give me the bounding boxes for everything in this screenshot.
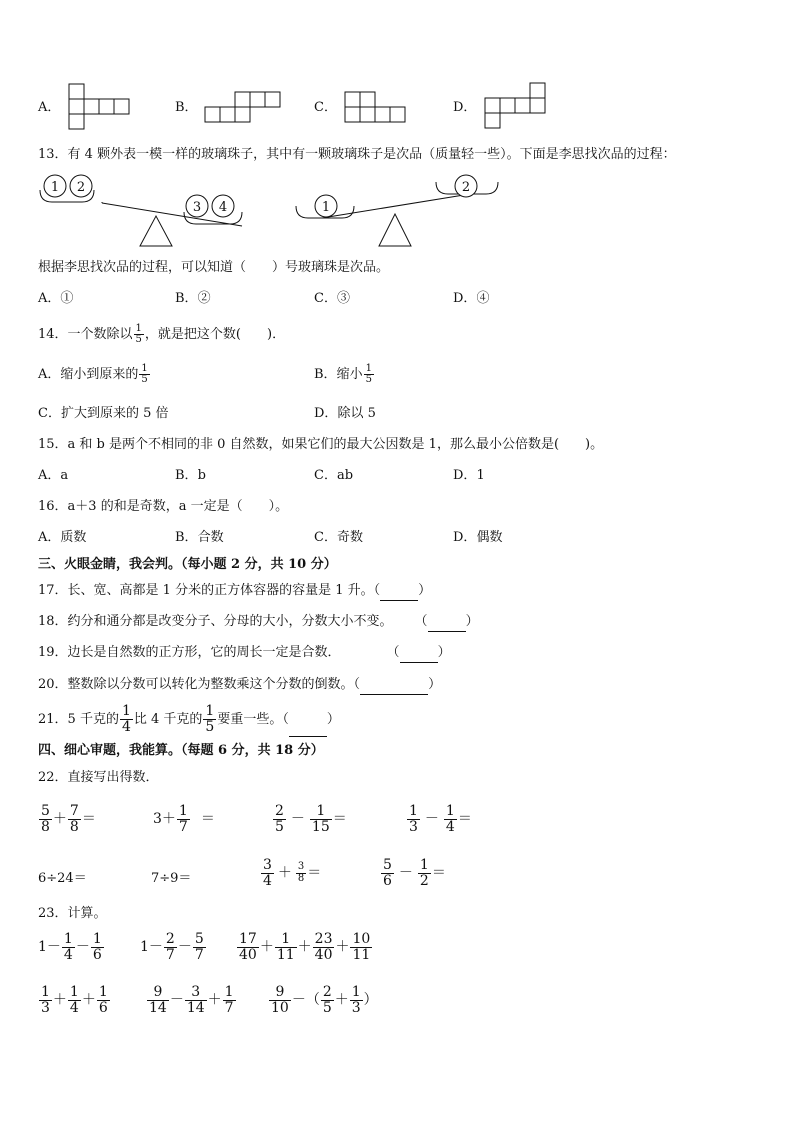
q15-option-b[interactable]: B．b	[175, 468, 206, 483]
q13-balance-scales	[34, 170, 504, 250]
answer-blank[interactable]	[380, 582, 418, 601]
q17: 17．长、宽、高都是 1 分米的正方体容器的容量是 1 升。（ ）	[38, 582, 431, 601]
q22-expr-4: $\frac{1}{3}$ － $\frac{1}{4}$ ＝	[409, 803, 472, 835]
q23-stem: 23．计算。	[38, 906, 107, 921]
q22-expr-5: 6÷24＝	[38, 871, 87, 886]
q13-option-b[interactable]: B．②	[175, 291, 211, 306]
q23-expr-1: 1－ $\frac{1}{4}$ － $\frac{1}{6}$	[38, 931, 102, 963]
q15-stem: 15．a 和 b 是两个不相同的非 0 自然数，如果它们的最大公因数是 1，那么最小公倍数是( )。	[38, 437, 604, 452]
q12-net-b-figure	[204, 91, 282, 125]
q23-expr-2: 1－ $\frac{2}{7}$ － $\frac{5}{7}$	[140, 931, 204, 963]
fraction: $\frac{1}{5}$	[205, 703, 215, 735]
q21: 21．5 千克的 $\frac{1}{4}$ 比 4 千克的 $\frac{1}{5}$ 要重一些。（ ）	[38, 703, 340, 735]
q13-option-c[interactable]: C．③	[314, 291, 350, 306]
q15-option-a[interactable]: A．a	[38, 468, 69, 483]
q12-net-a-figure	[68, 83, 130, 131]
bead-label: 2	[461, 180, 471, 195]
q12-net-d-figure	[484, 82, 548, 131]
q16-option-c[interactable]: C．奇数	[314, 530, 363, 545]
section-3-title: 三、火眼金睛，我会判。（每小题 2 分，共 10 分）	[38, 557, 337, 572]
option-value: ④	[476, 291, 490, 306]
option-value: ①	[60, 291, 74, 306]
fraction: $\frac{1}{5}$	[135, 322, 142, 345]
q12-option-d[interactable]	[453, 99, 476, 117]
q22-expr-7: $\frac{3}{4}$ ＋ $\frac{3}{8}$ ＝	[263, 857, 322, 889]
bead-label: 4	[218, 200, 228, 215]
q23-expr-4: $\frac{1}{3}$ ＋ $\frac{1}{4}$ ＋ $\frac{1}{6}$	[41, 984, 108, 1016]
bead-label: 1	[50, 180, 60, 195]
q13-question: 根据李思找次品的过程，可以知道（ ）号玻璃珠是次品。	[38, 260, 390, 275]
q16-option-b[interactable]: B．合数	[175, 530, 224, 545]
q14-stem: 14．一个数除以 $\frac{1}{5}$ ，就是把这个数( )．	[38, 322, 286, 345]
q23-expr-5: $\frac{9}{14}$ － $\frac{3}{14}$ ＋ $\frac{1}{7}$	[149, 984, 234, 1016]
fraction: $\frac{1}{5}$	[365, 362, 372, 385]
q14-option-d[interactable]: D．除以 5	[314, 406, 376, 421]
fraction: $\frac{1}{4}$	[121, 703, 131, 735]
q22-expr-6: 7÷9＝	[151, 871, 192, 886]
q14-option-b[interactable]: B．缩小 $\frac{1}{5}$	[314, 362, 372, 385]
q20: 20．整数除以分数可以转化为整数乘这个分数的倒数。（ ）	[38, 676, 441, 695]
bead-label: 1	[321, 200, 331, 215]
q22-expr-2: 3＋ $\frac{1}{7}$ ＝	[153, 803, 215, 835]
q16-option-a[interactable]: A．质数	[38, 530, 87, 545]
q14-option-a[interactable]: A．缩小到原来的 $\frac{1}{5}$	[38, 362, 148, 385]
option-label: A．	[38, 100, 61, 115]
fraction: $\frac{1}{5}$	[141, 362, 148, 385]
answer-blank[interactable]	[428, 613, 466, 632]
option-label: D．	[453, 100, 477, 115]
option-label: C．	[314, 100, 337, 115]
q15-option-d[interactable]: D．1	[453, 468, 485, 483]
q23-expr-3: $\frac{17}{40}$ ＋ $\frac{1}{11}$ ＋ $\frac{23}{40}$ ＋ $\frac{10}{11}$	[239, 931, 371, 963]
q16-option-d[interactable]: D．偶数	[453, 530, 503, 545]
q16-stem: 16．a＋3 的和是奇数，a 一定是（ ）。	[38, 499, 289, 514]
section-4-title: 四、细心审题，我能算。（每题 6 分，共 18 分）	[38, 743, 324, 758]
q22-stem: 22．直接写出得数．	[38, 770, 159, 785]
q19: 19．边长是自然数的正方形，它的周长一定是合数． （ ）	[38, 644, 451, 663]
answer-blank[interactable]	[360, 676, 428, 695]
q23-expr-6: $\frac{9}{10}$ －（ $\frac{2}{5}$ ＋ $\frac{1}{3}$ ）	[271, 984, 378, 1016]
q13-option-d[interactable]: D．④	[453, 291, 490, 306]
q15-option-c[interactable]: C．ab	[314, 468, 354, 483]
option-label: B．	[175, 100, 198, 115]
bead-label: 2	[76, 180, 86, 195]
answer-blank[interactable]	[289, 704, 327, 737]
q13-option-a[interactable]: A．①	[38, 291, 74, 306]
q22-expr-8: $\frac{5}{6}$ － $\frac{1}{2}$ ＝	[383, 857, 446, 889]
q13-stem: 13．有 4 颗外表一模一样的玻璃珠子，其中有一颗玻璃珠子是次品（质量轻一些）。下面是李思找次品的过程：	[38, 147, 676, 162]
q12-option-a[interactable]	[38, 99, 60, 117]
q12-net-c-figure	[344, 91, 408, 125]
q14-option-c[interactable]: C．扩大到原来的 5 倍	[38, 406, 169, 421]
q12-option-b[interactable]	[175, 99, 198, 117]
option-value: ③	[336, 291, 350, 306]
q22-expr-3: $\frac{2}{5}$ － $\frac{1}{15}$ ＝	[275, 803, 347, 835]
option-value: ②	[197, 291, 211, 306]
q22-expr-1: $\frac{5}{8}$ ＋ $\frac{7}{8}$ ＝	[41, 803, 96, 835]
q18: 18．约分和通分都是改变分子、分母的大小，分数大小不变。 （ ）	[38, 613, 479, 632]
bead-label: 3	[192, 200, 202, 215]
answer-blank[interactable]	[400, 644, 438, 663]
q12-option-c[interactable]	[314, 99, 337, 117]
